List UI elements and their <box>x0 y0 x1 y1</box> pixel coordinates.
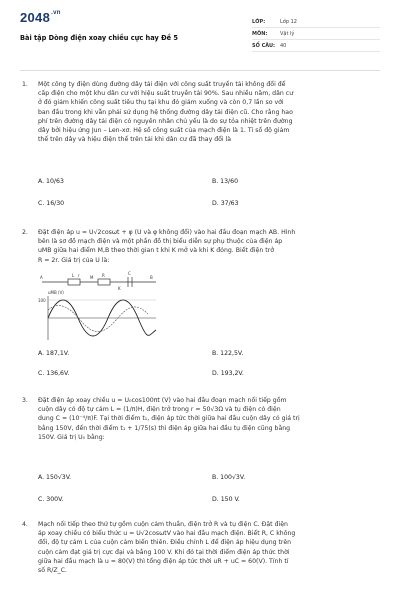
question-1 <box>22 80 382 144</box>
meta-label: MÔN: <box>252 30 268 37</box>
question-line: Đặt điện áp xoay chiều u = U₀cos100πt (V) vào hai đầu đoạn mạch nối tiếp gồm <box>38 397 287 404</box>
question-line: phí trên đường dây tải điện có nguyên nhân chủ yếu là do sự tỏa nhiệt trên đường <box>38 117 293 125</box>
label-r-small: r <box>78 273 80 278</box>
option-c[interactable]: C. 16/30 <box>38 200 65 207</box>
question-line: thế trên dây và hiệu điện thế trên tải khi dân cư đã thay đổi là <box>38 136 232 144</box>
question-3 <box>22 396 382 442</box>
question-2 <box>22 228 382 265</box>
option-a[interactable]: A. 187,1V. <box>38 350 70 357</box>
question-text <box>38 520 382 575</box>
option-c[interactable]: C. 300V. <box>38 496 64 503</box>
question-line: dây bởi hiệu ứng Jun – Len-xơ. Hệ số công suất của mạch điện là 1. Tỉ số độ giảm <box>38 127 290 135</box>
question-line: bằng 150V, đến thời điểm t₁ + 1/75(s) thì điện áp giữa hai đầu tụ điện cũng bằng <box>38 424 291 432</box>
question-line: R = 2r. Giá trị của U là: <box>38 256 110 264</box>
label-k: K <box>118 286 121 291</box>
question-line: 150V. Giá trị U₀ bằng: <box>38 433 105 441</box>
question-line: áp xoay chiều có biểu thức u = U√2cosωtV vào hai đầu mạch điện. Biết R, C không <box>38 530 296 538</box>
question-line: Đặt điện áp u = U√2cosωt + φ (U và φ không đổi) vào hai đầu đoạn mạch AB. Hình <box>38 229 296 236</box>
header-divider <box>20 70 380 71</box>
question-4 <box>22 520 382 575</box>
question-line: ban đầu trong khi vẫn phải sử dụng hệ thống đường dây tải điện cũ. Cho rằng hao <box>38 108 293 116</box>
question-line: cuộn dây có độ tự cảm L = (1/π)H, điện trở trong r = 50√3Ω và tụ điện có điện <box>38 406 281 414</box>
meta-value: Vật lý <box>280 30 295 37</box>
y-tick-label: 100 <box>38 298 46 303</box>
question-line: dung C = (10⁻⁴/π)F. Tại thời điểm t₁, điện áp tức thời giữa hai đầu cuộn dây có giá trị <box>38 415 300 423</box>
label-m: M <box>90 275 94 280</box>
question-number: 2. <box>22 229 28 236</box>
site-logo[interactable]: $2048^{.vn}$ <box>20 10 61 25</box>
question-line: uMB giữa hai điểm M,B theo thời gian t khi K mở và khi K đóng. Biết điện trở <box>38 247 274 255</box>
document-title: Bài tập Dòng điện xoay chiều cực hay Đề 5 <box>20 34 178 42</box>
question-text <box>38 80 382 144</box>
question-line: cấp điện cho một khu dân cư với hiệu suất truyền tải 90%. Sau nhiều năm, dân cư <box>38 90 294 98</box>
question-text <box>38 396 382 442</box>
option-c[interactable]: C. 136,6V. <box>38 370 70 377</box>
circuit-schematic <box>42 277 156 287</box>
option-d[interactable]: D. 193,2V. <box>212 370 244 377</box>
option-a[interactable]: A. 10/63 <box>38 178 64 185</box>
question-number: 3. <box>22 397 28 404</box>
label-c: C <box>128 271 131 276</box>
question-line: Mạch nối tiếp theo thứ tự gồm cuộn cảm thuần, điện trở R và tụ điện C. Đặt điện <box>38 521 288 528</box>
option-d[interactable]: D. 150 V. <box>212 496 240 503</box>
meta-value: 40 <box>280 42 287 49</box>
option-b[interactable]: B. 100√3V. <box>212 474 246 481</box>
question-line: giữa hai đầu mạch là u = 80(V) thì tổng điện áp tức thời uR + uC = 60(V). Tính tỉ <box>38 557 289 565</box>
label-a: A <box>40 275 43 280</box>
meta-label: LỚP: <box>252 18 266 25</box>
question-line: đổi, độ tự cảm L của cuộn cảm biến thiên. Điều chỉnh L để điện áp hiệu dụng trên <box>38 539 292 547</box>
meta-subject-row <box>252 28 380 40</box>
option-d[interactable]: D. 37/63 <box>212 200 239 207</box>
metadata-panel <box>252 16 380 52</box>
option-a[interactable]: A. 150√3V. <box>38 474 72 481</box>
label-b: B <box>150 275 153 280</box>
question-line: số R/Z_C. <box>38 567 67 575</box>
meta-value: Lớp 12 <box>280 18 297 25</box>
question-line: cuộn cảm đạt giá trị cực đại và bằng 100 V. Khi đó tại thời điểm điện áp thức thời <box>38 548 290 556</box>
label-r: R <box>102 273 105 278</box>
question-line: Một công ty điện dùng đường dây tải điện với công suất truyền tải không đổi để <box>38 81 286 88</box>
label-l: L <box>72 273 75 278</box>
question-number: 1. <box>22 81 28 88</box>
question-line: ở đó giảm khiến công suất tiêu thụ tại khu đó giảm xuống và còn 0,7 lần so với <box>38 99 284 107</box>
option-b[interactable]: B. 13/60 <box>212 178 239 185</box>
voltage-graph <box>48 296 156 340</box>
question-line: bên là sơ đồ mạch điện và một phần đồ thị biểu diễn sự phụ thuộc của điện áp <box>38 238 283 246</box>
meta-class-row <box>252 16 380 28</box>
circuit-graph-figure <box>38 270 158 342</box>
meta-label: SỐ CÂU: <box>252 42 276 49</box>
axis-label: uMB (V) <box>48 290 64 295</box>
option-b[interactable]: B. 122,5V. <box>212 350 244 357</box>
question-text <box>38 228 382 265</box>
question-number: 4. <box>22 521 28 528</box>
meta-count-row <box>252 40 380 52</box>
